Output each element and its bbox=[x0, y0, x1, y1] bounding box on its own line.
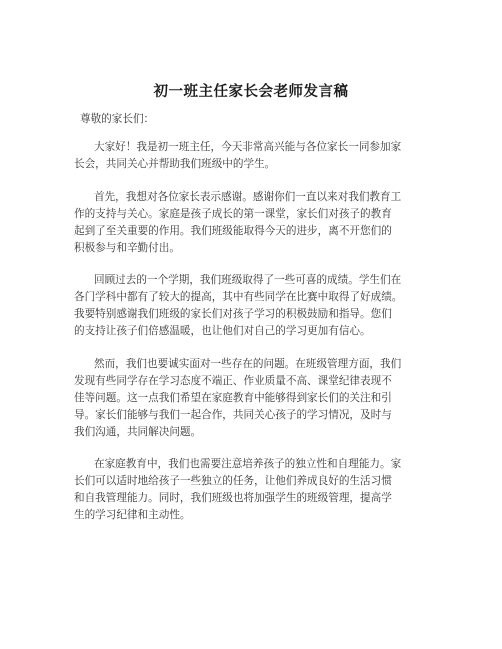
paragraph-3-line-1: 回顾过去的一个学期，我们班级取得了一些可喜的成绩。学生们在 bbox=[94, 274, 402, 286]
paragraph-5-line-4: 生的学习纪律和主动性。 bbox=[74, 509, 191, 521]
paragraph-2-line-1: 首先，我想对各位家长表示感谢。感谢你们一直以来对我们教育工 bbox=[94, 191, 402, 203]
paragraph-5-line-3: 和自我管理能力。同时，我们班级也将加强学生的班级管理，提高学 bbox=[74, 492, 392, 504]
paragraph-2-line-3: 起到了至关重要的作用。我们班级能取得今天的进步，离不开您们的 bbox=[74, 225, 392, 237]
greeting-line: 尊敬的家长们： bbox=[80, 113, 155, 125]
paragraph-4-line-4: 导。家长们能够与我们一起合作，共同关心孩子的学习情况，及时与 bbox=[74, 409, 392, 421]
paragraph-1-line-2: 长会，共同关心并帮助我们班级中的学生。 bbox=[74, 158, 276, 170]
paragraph-3-line-3: 我要特别感谢我们班级的家长们对孩子学习的积极鼓励和指导。您们 bbox=[74, 308, 392, 320]
paragraph-5-line-2: 长们可以适时地给孩子一些独立的任务，让他们养成良好的生活习惯 bbox=[74, 475, 392, 487]
paragraph-2-line-4: 积极参与和辛勤付出。 bbox=[74, 242, 180, 254]
paragraph-4-line-2: 发现有些同学存在学习态度不端正、作业质量不高、课堂纪律表现不 bbox=[74, 375, 392, 387]
paragraph-3-line-2: 各门学科中都有了较大的提高，其中有些同学在比赛中取得了好成绩。 bbox=[74, 291, 403, 303]
paragraph-4-line-1: 然而，我们也要诚实面对一些存在的问题。在班级管理方面，我们 bbox=[94, 358, 402, 370]
paragraph-5-line-1: 在家庭教育中，我们也需要注意培养孩子的独立性和自理能力。家 bbox=[94, 458, 402, 470]
paragraph-4-line-5: 我们沟通，共同解决问题。 bbox=[74, 426, 202, 438]
paragraph-2-line-2: 作的支持与关心。家庭是孩子成长的第一课堂，家长们对孩子的教育 bbox=[74, 208, 392, 220]
paragraph-4-line-3: 佳等问题。这一点我们希望在家庭教育中能够得到家长们的关注和引 bbox=[74, 392, 392, 404]
paragraph-3-line-4: 的支持让孩子们倍感温暖，也让他们对自己的学习更加有信心。 bbox=[74, 325, 371, 337]
document-title: 初一班主任家长会老师发言稿 bbox=[153, 84, 349, 100]
paragraph-1-line-1: 大家好！我是初一班主任，今天非常高兴能与各位家长一同参加家 bbox=[94, 141, 402, 153]
